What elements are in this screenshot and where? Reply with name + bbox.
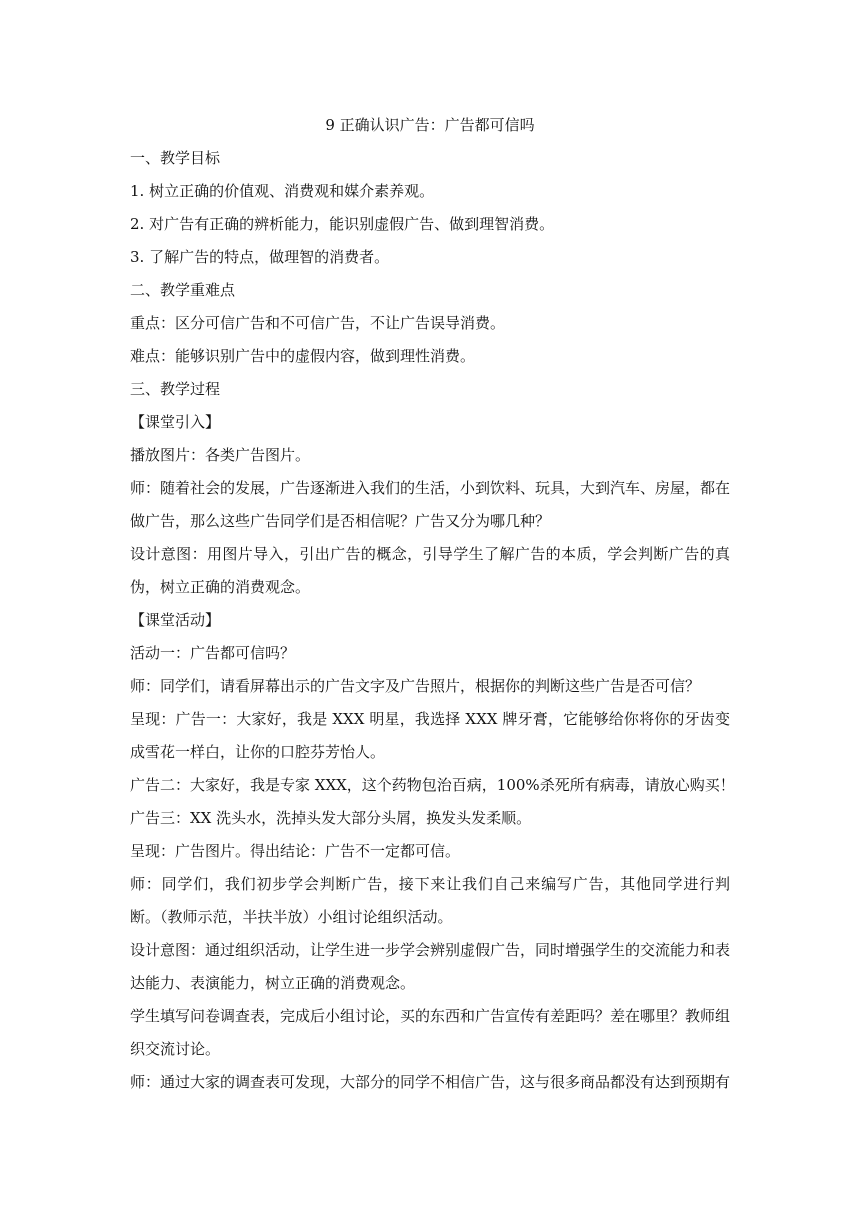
paragraph-teacher-question: 师：同学们，请看屏幕出示的广告文字及广告照片，根据你的判断这些广告是否可信？ (130, 677, 701, 695)
document-body (130, 114, 735, 1104)
paragraph-survey: 学生填写问卷调查表，完成后小组讨论，买的东西和广告宣传有差距吗？差在哪里？教师组织交流讨论。 (130, 1006, 731, 1058)
section-heading-process: 三、教学过程 (130, 380, 221, 398)
paragraph-ad-two: 广告二：大家好，我是专家 XXX，这个药物包治百病，100%杀死所有病毒，请放心购买！ (130, 776, 735, 794)
paragraph-teacher-write-ads: 师：同学们，我们初步学会判断广告，接下来让我们自己来编写广告，其他同学进行判断。（教师示范，半扶半放）小组讨论组织活动。 (130, 874, 730, 926)
objective-1: 1. 树立正确的价值观、消费观和媒介素养观。 (130, 182, 435, 200)
difficult-point: 难点：能够识别广告中的虚假内容，做到理性消费。 (130, 347, 476, 365)
section-heading-key-points: 二、教学重难点 (130, 281, 236, 299)
objective-2: 2. 对广告有正确的辨析能力，能识别虚假广告、做到理智消费。 (130, 215, 555, 233)
subheading-activities: 【课堂活动】 (130, 611, 221, 629)
subheading-introduction: 【课堂引入】 (130, 413, 221, 431)
paragraph-teacher-intro: 师：随着社会的发展，广告逐渐进入我们的生活，小到饮料、玩具，大到汽车、房屋，都在做广告，那么这些广告同学们是否相信呢？广告又分为哪几种？ (130, 478, 731, 530)
page-title: 9 正确认识广告：广告都可信吗 (325, 116, 535, 134)
section-heading-objectives: 一、教学目标 (130, 149, 221, 167)
paragraph-ad-one: 呈现：广告一：大家好，我是 XXX 明星，我选择 XXX 牌牙膏，它能够给你将你的牙齿变成雪花一样白，让你的口腔芬芳怡人。 (130, 709, 730, 761)
paragraph-teacher-survey-result: 师：通过大家的调查表可发现，大部分的同学不相信广告，这与很多商品都没有达到预期有 (130, 1073, 731, 1091)
paragraph-show-images: 播放图片：各类广告图片。 (130, 446, 311, 464)
paragraph-design-intent-2: 设计意图：通过组织活动，让学生进一步学会辨别虚假广告，同时增强学生的交流能力和表达能力、表演能力，树立正确的消费观念。 (130, 940, 731, 992)
key-point: 重点：区分可信广告和不可信广告，不让广告误导消费。 (130, 314, 506, 332)
paragraph-conclusion: 呈现：广告图片。得出结论：广告不一定都可信。 (130, 842, 461, 860)
objective-3: 3. 了解广告的特点，做理智的消费者。 (130, 248, 390, 266)
activity-one-title: 活动一：广告都可信吗？ (130, 644, 296, 662)
paragraph-design-intent-1: 设计意图：用图片导入，引出广告的概念，引导学生了解广告的本质，学会判断广告的真伪，树立正确的消费观念。 (130, 544, 730, 596)
paragraph-ad-three: 广告三：XX 洗头水，洗掉头发大部分头屑，换发头发柔顺。 (130, 809, 532, 827)
